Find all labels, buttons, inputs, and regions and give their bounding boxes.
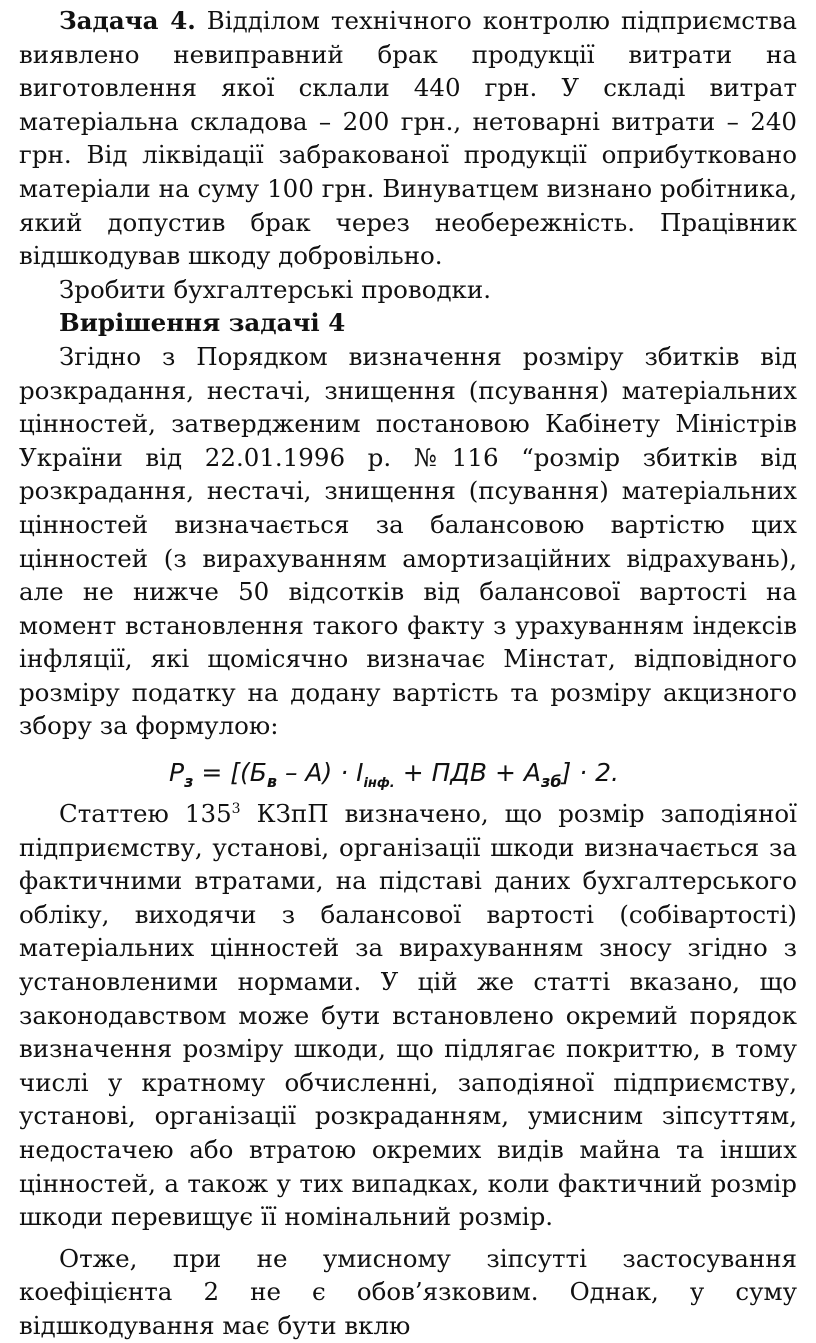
formula-a-sub: зб [541, 772, 562, 792]
formula-end: ] · 2. [561, 758, 619, 788]
solution-heading: Вирішення задачі 4 [59, 308, 346, 338]
damage-formula [19, 753, 797, 793]
para2-start: Статтею 135 [59, 799, 232, 829]
formula-eq: = [(Б [193, 758, 267, 788]
formula-mid: – А) · І [277, 758, 364, 788]
task-instruction: Зробити бухгалтерські проводки. [59, 274, 491, 304]
formula-p-sub: з [184, 772, 194, 792]
task-label: Задача 4. [59, 6, 196, 35]
formula-plus: + ПДВ + А [394, 758, 542, 788]
paragraph-gap [19, 1234, 797, 1242]
task-text: Відділом технічного контролю підприємства виявлено невиправний брак продукції витрати на виготовлення якої склали 440 грн. У складі витрат матеріальна складова – 200 грн., нетоварні витрати – 240 грн. Від ліквідації забракованої продукції оприбутковано матеріали на суму 100 грн. Винуватцем визнано робітника, який допустив брак через необережність. Працівник відшкодував шкоду добровільно. [19, 6, 797, 271]
document-page [19, 4, 797, 1343]
formula-i-sub: інф. [363, 776, 395, 792]
task-paragraph [19, 4, 797, 273]
para2-rest: КЗпП визначено, що розмір заподіяної підприємству, установі, організації шкоди визначається за фактичними втратами, на підставі даних бухгалтерського обліку, виходячи з балансової вартості (собівартості) матеріальних цінностей за вирахуванням зносу згідно з установленими нормами. У цій же статті вказано, що законодавством може бути встановлено окремий порядок визначення розміру шкоди, що підлягає покриттю, в тому числі у кратному обчисленні, заподіяної підприємству, установі, організації розкраданням, умисним зіпсуттям, недостачею або втратою окремих видів майна та інших цінностей, а також у тих випадках, коли фактичний розмір шкоди перевищує її номінальний розмір. [19, 799, 797, 1232]
para2-superscript: 3 [231, 801, 241, 818]
solution-paragraph-3: Отже, при не умисному зіпсутті застосування коефіцієнта 2 не є обов’язковим. Однак, у суму відшкодування має бути вклю [19, 1243, 797, 1340]
solution-paragraph-1: Згідно з Порядком визначення розміру збитків від розкрадання, нестачі, знищення (псування) матеріальних цінностей, затвердженим постановою Кабінету Міністрів України від 22.01.1996 р. №116 “розмір збитків від розкрадання, нестачі, знищення (псування) матеріальних цінностей визначається за балансовою вартістю цих цінностей (з вирахуванням амортизаційних відрахувань), але не нижче 50 відсотків від балансової вартості на момент встановлення такого факту з урахуванням індексів інфляції, які щомісячно визначає Мінстат, відповідного розміру податку на додану вартість та розміру акцизного збору за формулою: [19, 341, 797, 741]
solution-paragraph-2 [19, 797, 797, 1234]
formula-p: Р [169, 758, 185, 788]
formula-b-sub: в [266, 772, 277, 792]
